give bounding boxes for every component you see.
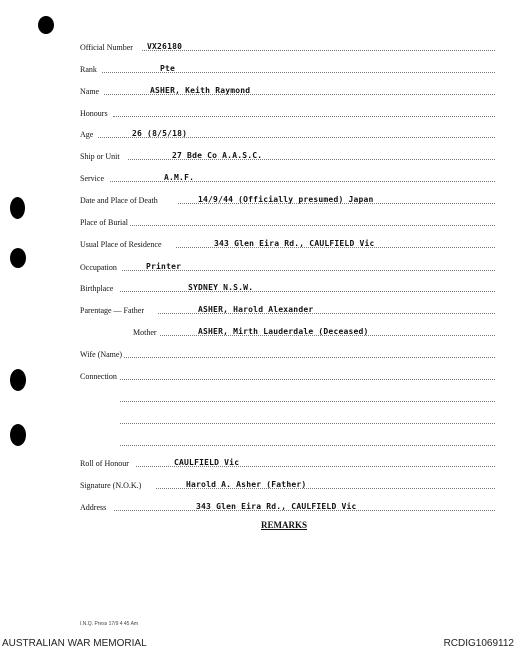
mother-label: Mother [133, 328, 157, 337]
official-number-row [80, 42, 495, 54]
burial-row [80, 217, 495, 229]
address-value: 343 Glen Eira Rd., CAULFIELD Vic [196, 502, 357, 511]
occupation-label: Occupation [80, 263, 117, 272]
roll-of-honour-value: CAULFIELD Vic [174, 458, 240, 467]
signature-label: Signature (N.O.K.) [80, 481, 142, 490]
father-row [80, 305, 495, 317]
honours-label: Honours [80, 109, 108, 118]
honours-row [80, 108, 495, 120]
residence-value: 343 Glen Eira Rd., CAULFIELD Vic [214, 239, 375, 248]
address-row [80, 502, 495, 514]
ship-or-unit-label: Ship or Unit [80, 152, 120, 161]
service-value: A.M.F. [164, 173, 195, 182]
signature-value: Harold A. Asher (Father) [186, 480, 307, 489]
age-row [80, 129, 495, 141]
father-value: ASHER, Harold Alexander [198, 305, 314, 314]
connection-extra-line [80, 437, 495, 449]
age-label: Age [80, 130, 94, 139]
wife-row [80, 349, 495, 361]
connection-extra-line [80, 393, 495, 405]
death-label: Date and Place of Death [80, 196, 158, 205]
occupation-row [80, 262, 495, 274]
age-value: 26 (8/5/18) [132, 129, 188, 138]
death-row [80, 195, 495, 207]
ship-or-unit-value: 27 Bde Co A.A.S.C. [172, 151, 263, 160]
father-label: Parentage — Father [80, 306, 144, 315]
residence-label: Usual Place of Residence [80, 240, 162, 249]
birthplace-label: Birthplace [80, 284, 114, 293]
wife-label: Wife (Name) [80, 350, 123, 359]
burial-label: Place of Burial [80, 218, 128, 227]
roll-of-honour-label: Roll of Honour [80, 459, 129, 468]
connection-row [80, 371, 495, 383]
official-number-value: VX26180 [147, 42, 183, 51]
residence-row [80, 239, 495, 251]
name-label: Name [80, 87, 100, 96]
address-label: Address [80, 503, 107, 512]
remarks-heading: REMARKS [261, 520, 308, 530]
rank-label: Rank [80, 65, 97, 74]
footer-institution: AUSTRALIAN WAR MEMORIAL [2, 638, 147, 649]
mother-value: ASHER, Mirth Lauderdale (Deceased) [198, 327, 369, 336]
occupation-value: Printer [146, 262, 182, 271]
name-value: ASHER, Keith Raymond [150, 86, 251, 95]
birthplace-row [80, 283, 495, 295]
death-value: 14/9/44 (Officially presumed) Japan [198, 195, 374, 204]
ship-or-unit-row [80, 151, 495, 163]
footer-record-id: RCDIG1069112 [443, 638, 514, 649]
name-row [80, 86, 495, 98]
official-number-label: Official Number [80, 43, 133, 52]
rank-row [80, 64, 495, 76]
roll-of-honour-row [80, 458, 495, 470]
archive-footer [0, 638, 518, 650]
rank-value: Pte [160, 64, 176, 73]
service-row [80, 173, 495, 185]
connection-extra-line [80, 415, 495, 427]
birthplace-value: SYDNEY N.S.W. [188, 283, 254, 292]
signature-row [80, 480, 495, 492]
connection-label: Connection [80, 372, 117, 381]
mother-row [80, 327, 495, 339]
service-label: Service [80, 174, 104, 183]
printer-imprint: I.N.Q. Press 17/9 4 45 Am [80, 621, 139, 627]
